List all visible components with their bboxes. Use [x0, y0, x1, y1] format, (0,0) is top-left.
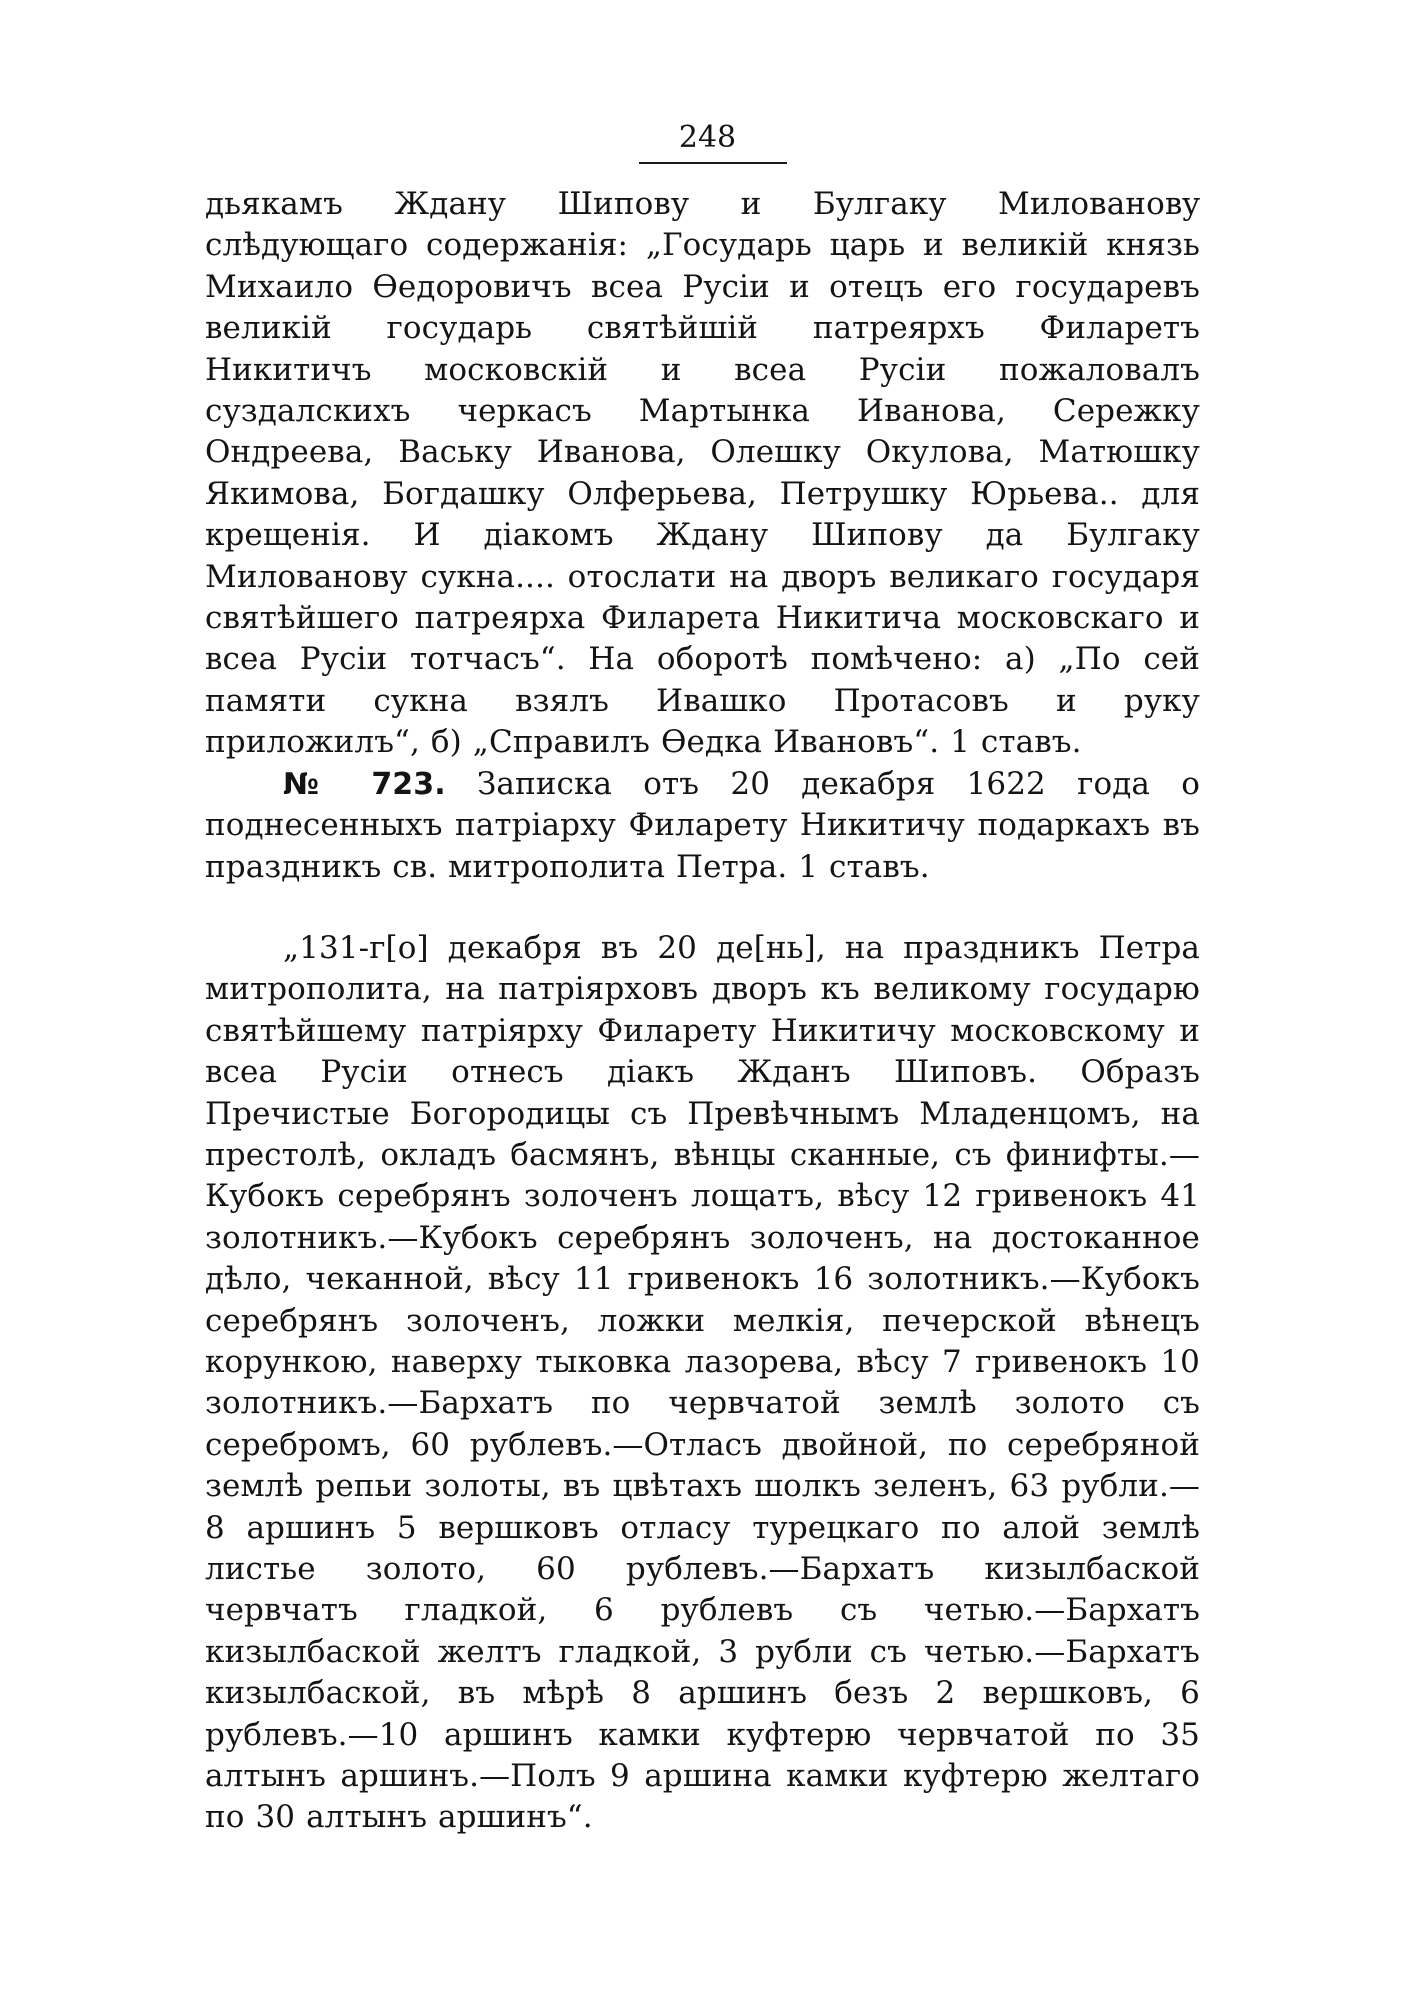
header-rule [639, 162, 787, 164]
paragraph-continuation: дьякамъ Ждану Шипову и Булгаку Миловановy слѣдующаго содержанія: „Государь царь и великій князь Михаило Ѳедоровичъ всеа Русіи и отецъ его государевъ великій государь святѣйшій патреярхъ Филаретъ Никитичъ московскій и всеа Русіи пожаловалъ суздалскихъ черкасъ Мартынка Иванова, Сережку Ондреева, Ваську Иванова, Олешку Окулова, Матюшку Якимова, Богдашку Олферьева, Петрушку Юрьева.. для крещенія. И діакомъ Ждану Шипову да Булгаку Милованову сукна.... отослати на дворъ великаго государя святѣйшего патреярха Филарета Никитича московскаго и всеа Русіи тотчасъ“. На оборотѣ помѣчено: а) „По сей памяти сукна взялъ Ивашко Протасовъ и руку приложилъ“, б) „Справилъ Ѳедка Ивановъ“. 1 ставъ. [205, 186, 1200, 761]
section-gap [205, 888, 1200, 928]
quoted-document-text: „131-г[о] декабря въ 20 де[нь], на праздникъ Петра митрополита, на патріярховъ дворъ къ великому государю святѣйшему патріярху Филарету Никитичу московскому и всеа Русіи отнесъ діакъ Жданъ Шиповъ. Образъ Пречистые Богородицы съ Превѣчнымъ Младенцомъ, на престолѣ, окладъ басмянъ, вѣнцы сканные, съ финифты.—Кубокъ серебрянъ золоченъ лощатъ, вѣсу 12 гривенокъ 41 золотникъ.—Кубокъ серебрянъ золоченъ, на достоканное дѣло, чеканной, вѣсу 11 гривенокъ 16 золотникъ.—Кубокъ серебрянъ золоченъ, ложки мелкія, печерской вѣнецъ корункою, наверху тыковка лазорева, вѣсу 7 гривенокъ 10 золотникъ.—Бархатъ по червчатой землѣ золото съ серебромъ, 60 рублевъ.—Отласъ двойной, по серебряной землѣ репьи золоты, въ цвѣтахъ шолкъ зеленъ, 63 рубли.—8 аршинъ 5 вершковъ отласу турецкаго по алой землѣ листье золото, 60 рублевъ.—Бархатъ кизылбаской червчатъ гладкой, 6 рублевъ съ четью.—Бархатъ кизылбаской желтъ гладкой, 3 рубли съ четью.—Бархатъ кизылбаской, въ мѣрѣ 8 аршинъ безъ 2 вершковъ, 6 рублевъ.—10 аршинъ камки куфтерю червчатой по 35 алтынъ аршинъ.—Полъ 9 аршина камки куфтерю желтаго по 30 алтынъ аршинъ“. [205, 929, 1200, 1836]
document-page [205, 120, 1200, 1839]
entry-number: № 723. [283, 766, 446, 802]
entry-description: Записка отъ 20 декабря 1622 года о поднесенныхъ патріарху Филарету Никитичу подаркахъ въ праздникъ св. митрополита Петра. 1 ставъ. [205, 765, 1200, 885]
page-number: 248 [678, 120, 737, 155]
entry-723 [205, 764, 1200, 888]
